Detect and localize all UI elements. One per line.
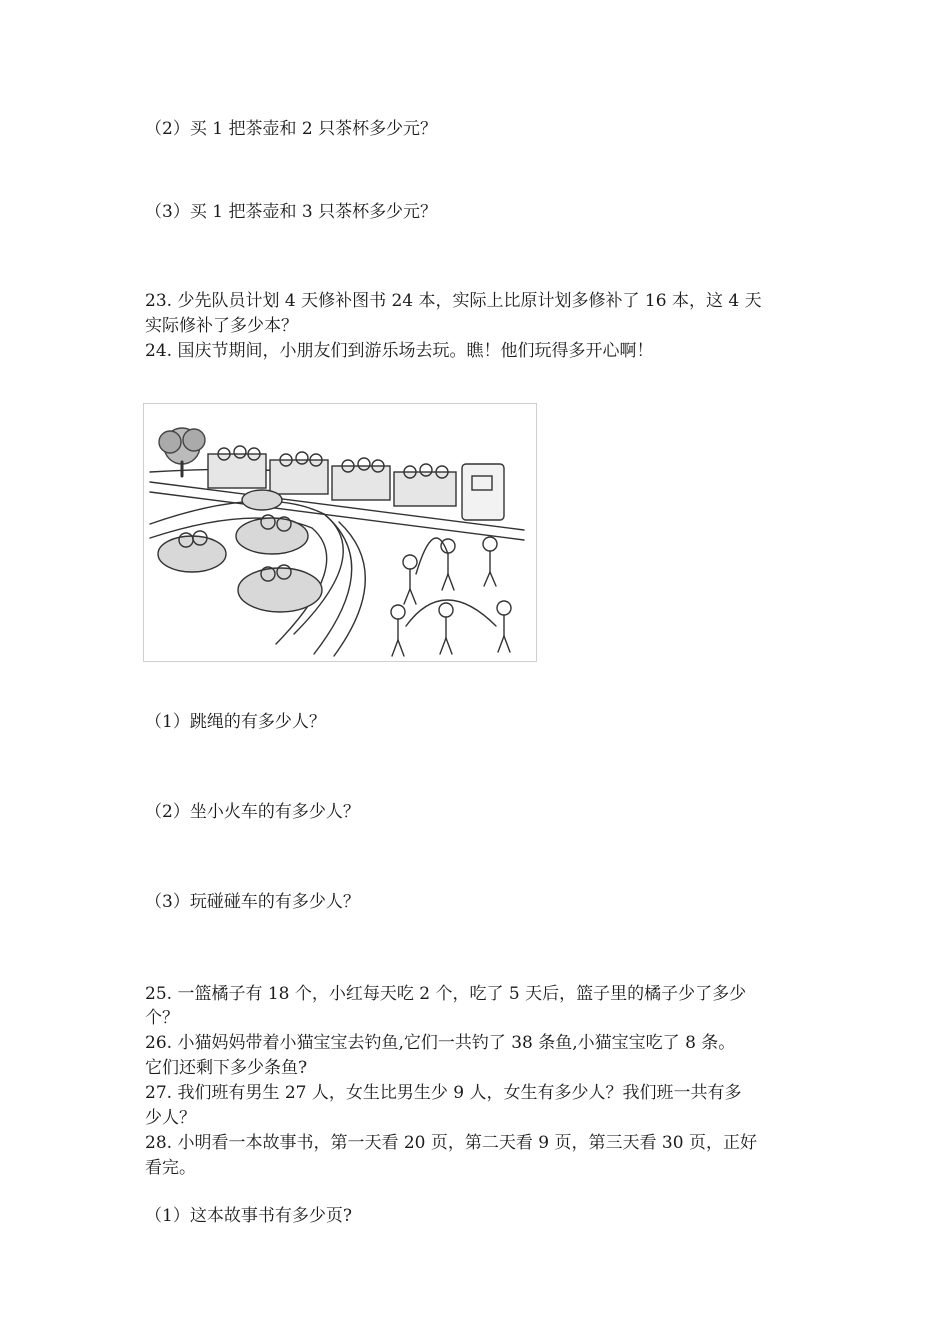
question-27-line-1: 27. 我们班有男生 27 人，女生比男生少 9 人，女生有多少人？我们班一共有多 — [145, 1083, 742, 1103]
question-24-part-3: （3）玩碰碰车的有多少人？ — [145, 892, 360, 912]
question-24-part-2: （2）坐小火车的有多少人？ — [145, 802, 360, 822]
question-23-line-1: 23. 少先队员计划 4 天修补图书 24 本，实际上比原计划多修补了 16 本，这 4 天 — [145, 291, 762, 311]
question-25-line-2: 个？ — [145, 1008, 179, 1028]
question-24-text: 24. 国庆节期间，小朋友们到游乐场去玩。瞧！他们玩得多开心啊！ — [145, 341, 654, 361]
bumper-car-icon — [158, 490, 322, 612]
question-25-line-1: 25. 一篮橘子有 18 个，小红每天吃 2 个，吃了 5 天后，篮子里的橘子少了多少 — [145, 984, 747, 1004]
question-28-line-2: 看完。 — [145, 1158, 196, 1178]
question-28-part-1: （1）这本故事书有多少页? — [145, 1206, 352, 1226]
question-22-part-3: （3）买 1 把茶壶和 3 只茶杯多少元？ — [145, 202, 438, 222]
question-26-line-2: 它们还剩下多少条鱼? — [145, 1058, 308, 1078]
question-24-part-1: （1）跳绳的有多少人？ — [145, 712, 326, 732]
tree-icon — [159, 428, 205, 476]
jump-rope-kids-icon — [391, 537, 511, 656]
amusement-park-illustration — [143, 403, 537, 662]
question-22-part-2: （2）买 1 把茶壶和 2 只茶杯多少元？ — [145, 119, 438, 139]
question-28-line-1: 28. 小明看一本故事书，第一天看 20 页，第二天看 9 页，第三天看 30 页，正好 — [145, 1133, 757, 1153]
question-27-line-2: 少人？ — [145, 1108, 196, 1128]
question-26-line-1: 26. 小猫妈妈带着小猫宝宝去钓鱼,它们一共钓了 38 条鱼,小猫宝宝吃了 8 条。 — [145, 1033, 736, 1053]
question-23-line-2: 实际修补了多少本？ — [145, 316, 298, 336]
